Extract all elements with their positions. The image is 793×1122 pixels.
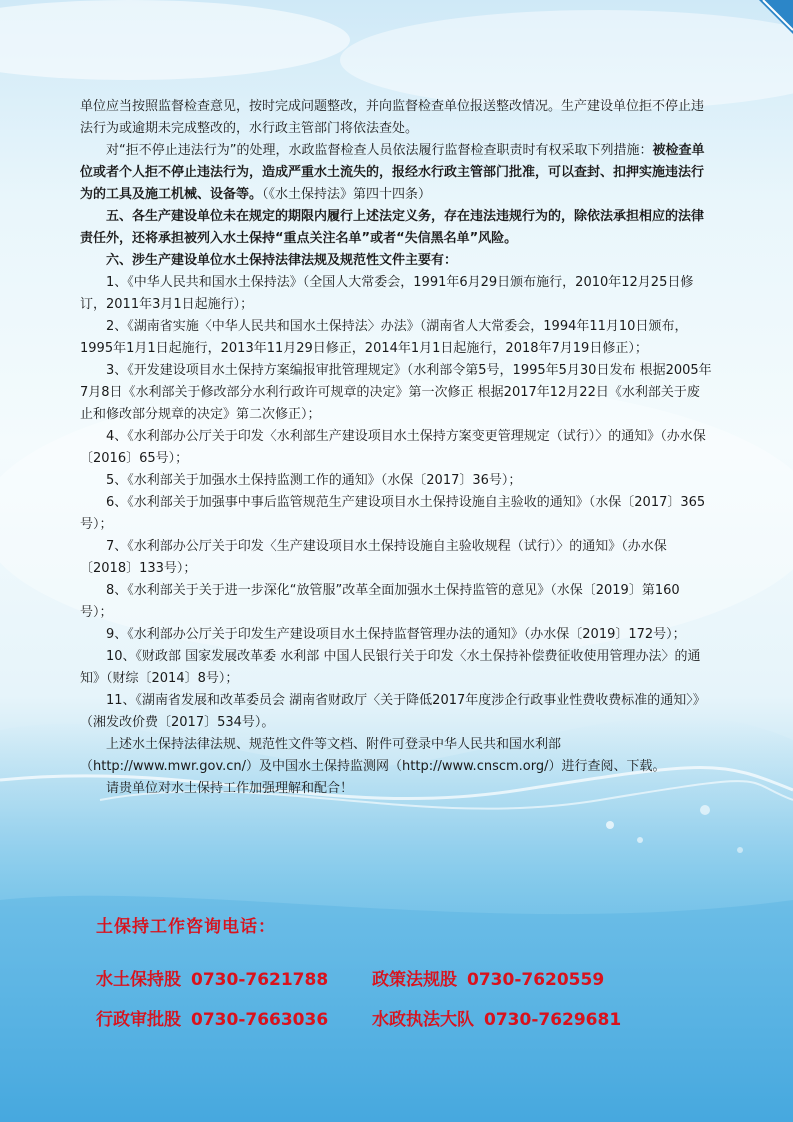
contact-entry <box>96 965 366 990</box>
measures-bold: 被检查单位或者个人拒不停止违法行为，造成严重水土流失的，报经水行政主管部门批准，可以查封、扣押实施违法行为的工具及施工机械、设备等。 <box>80 143 705 202</box>
department-name: 政策法规股 <box>372 969 457 990</box>
department-name: 行政审批股 <box>96 1009 181 1030</box>
regulation-item: 8、《水利部关于关于进一步深化“放管服”改革全面加强水土保持监管的意见》（水保〔2019〕第160号）； <box>80 583 680 620</box>
department-name: 水土保持股 <box>96 969 181 990</box>
contact-heading: 土保持工作咨询电话： <box>96 917 276 937</box>
phone-number[interactable]: 0730-7620559 <box>467 969 605 990</box>
phone-number[interactable]: 0730-7621788 <box>191 969 329 990</box>
measures-citation: （《水土保持法》第四十四条） <box>262 187 432 202</box>
contact-entry <box>372 1005 642 1030</box>
contact-entry <box>96 1005 366 1030</box>
regulation-item: 3、《开发建设项目水土保持方案编报审批管理规定》（水利部令第5号，1995年5月30日发布 根据2005年7月8日《水利部关于修改部分水利行政许可规章的决定》第一次修正 根据2017年12月22日《水利部关于废止和修改部分规章的决定》第二次修正）； <box>80 363 712 422</box>
regulation-item: 10、《财政部 国家发展改革委 水利部 中国人民银行关于印发〈水土保持补偿费征收使用管理办法〉的通知》（财综〔2014〕8号）； <box>80 649 701 686</box>
paragraph-measures <box>80 140 712 206</box>
phone-number[interactable]: 0730-7629681 <box>484 1009 622 1030</box>
paragraph-section-five: 五、各生产建设单位未在规定的期限内履行上述法定义务，存在违法违规行为的，除依法承担相应的法律责任外，还将承担被列入水土保持“重点关注名单”或者“失信黑名单”风险。 <box>80 209 705 246</box>
regulation-item: 5、《水利部关于加强水土保持监测工作的通知》（水保〔2017〕36号）； <box>106 473 522 488</box>
regulation-item: 1、《中华人民共和国水土保持法》（全国人大常委会，1991年6月29日颁布施行，2010年12月25日修订，2011年3月1日起施行）； <box>80 275 694 312</box>
phone-number[interactable]: 0730-7663036 <box>191 1009 329 1030</box>
department-name: 水政执法大队 <box>372 1009 474 1030</box>
regulation-item: 11、《湖南省发展和改革委员会 湖南省财政厅〈关于降低2017年度涉企行政事业性费收费标准的通知〉》（湘发改价费〔2017〕534号）。 <box>80 693 706 730</box>
paragraph-closing: 请贵单位对水土保持工作加强理解和配合！ <box>106 781 354 796</box>
contact-entry <box>372 965 642 990</box>
paragraph-rectification: 单位应当按照监督检查意见，按时完成问题整改，并向监督检查单位报送整改情况。生产建设单位拒不停止违法行为或逾期未完成整改的，水行政主管部门将依法查处。 <box>80 99 705 136</box>
contact-row <box>96 957 716 997</box>
regulation-item: 4、《水利部办公厅关于印发〈水利部生产建设项目水土保持方案变更管理规定（试行）〉的通知》（办水保〔2016〕65号）； <box>80 429 706 466</box>
contact-section <box>96 912 716 1037</box>
regulation-item: 7、《水利部办公厅关于印发〈生产建设项目水土保持设施自主验收规程（试行）〉的通知》（办水保〔2018〕133号）； <box>80 539 667 576</box>
regulation-item: 2、《湖南省实施〈中华人民共和国水土保持法〉办法》（湖南省人大常委会，1994年11月10日颁布，1995年1月1日起施行，2013年11月29日修正，2014年1月1日起施行，2018年7月19日修正）； <box>80 319 688 356</box>
document-body <box>80 96 712 800</box>
measures-intro: 对“拒不停止违法行为”的处理，水政监督检查人员依法履行监督检查职责时有权采取下列措施： <box>106 143 653 158</box>
page-corner-mark <box>759 0 793 34</box>
regulation-item: 9、《水利部办公厅关于印发生产建设项目水土保持监督管理办法的通知》（办水保〔2019〕172号）； <box>106 627 686 642</box>
paragraph-download-info: 上述水土保持法律法规、规范性文件等文档、附件可登录中华人民共和国水利部（http://www.mwr.gov.cn/）及中国水土保持监测网（http://www.cnscm.org/）进行查阅、下载。 <box>80 737 666 774</box>
paragraph-section-six: 六、涉生产建设单位水土保持法律法规及规范性文件主要有： <box>106 253 458 268</box>
regulation-item: 6、《水利部关于加强事中事后监管规范生产建设项目水土保持设施自主验收的通知》（水保〔2017〕365号）； <box>80 495 706 532</box>
contact-row <box>96 997 716 1037</box>
